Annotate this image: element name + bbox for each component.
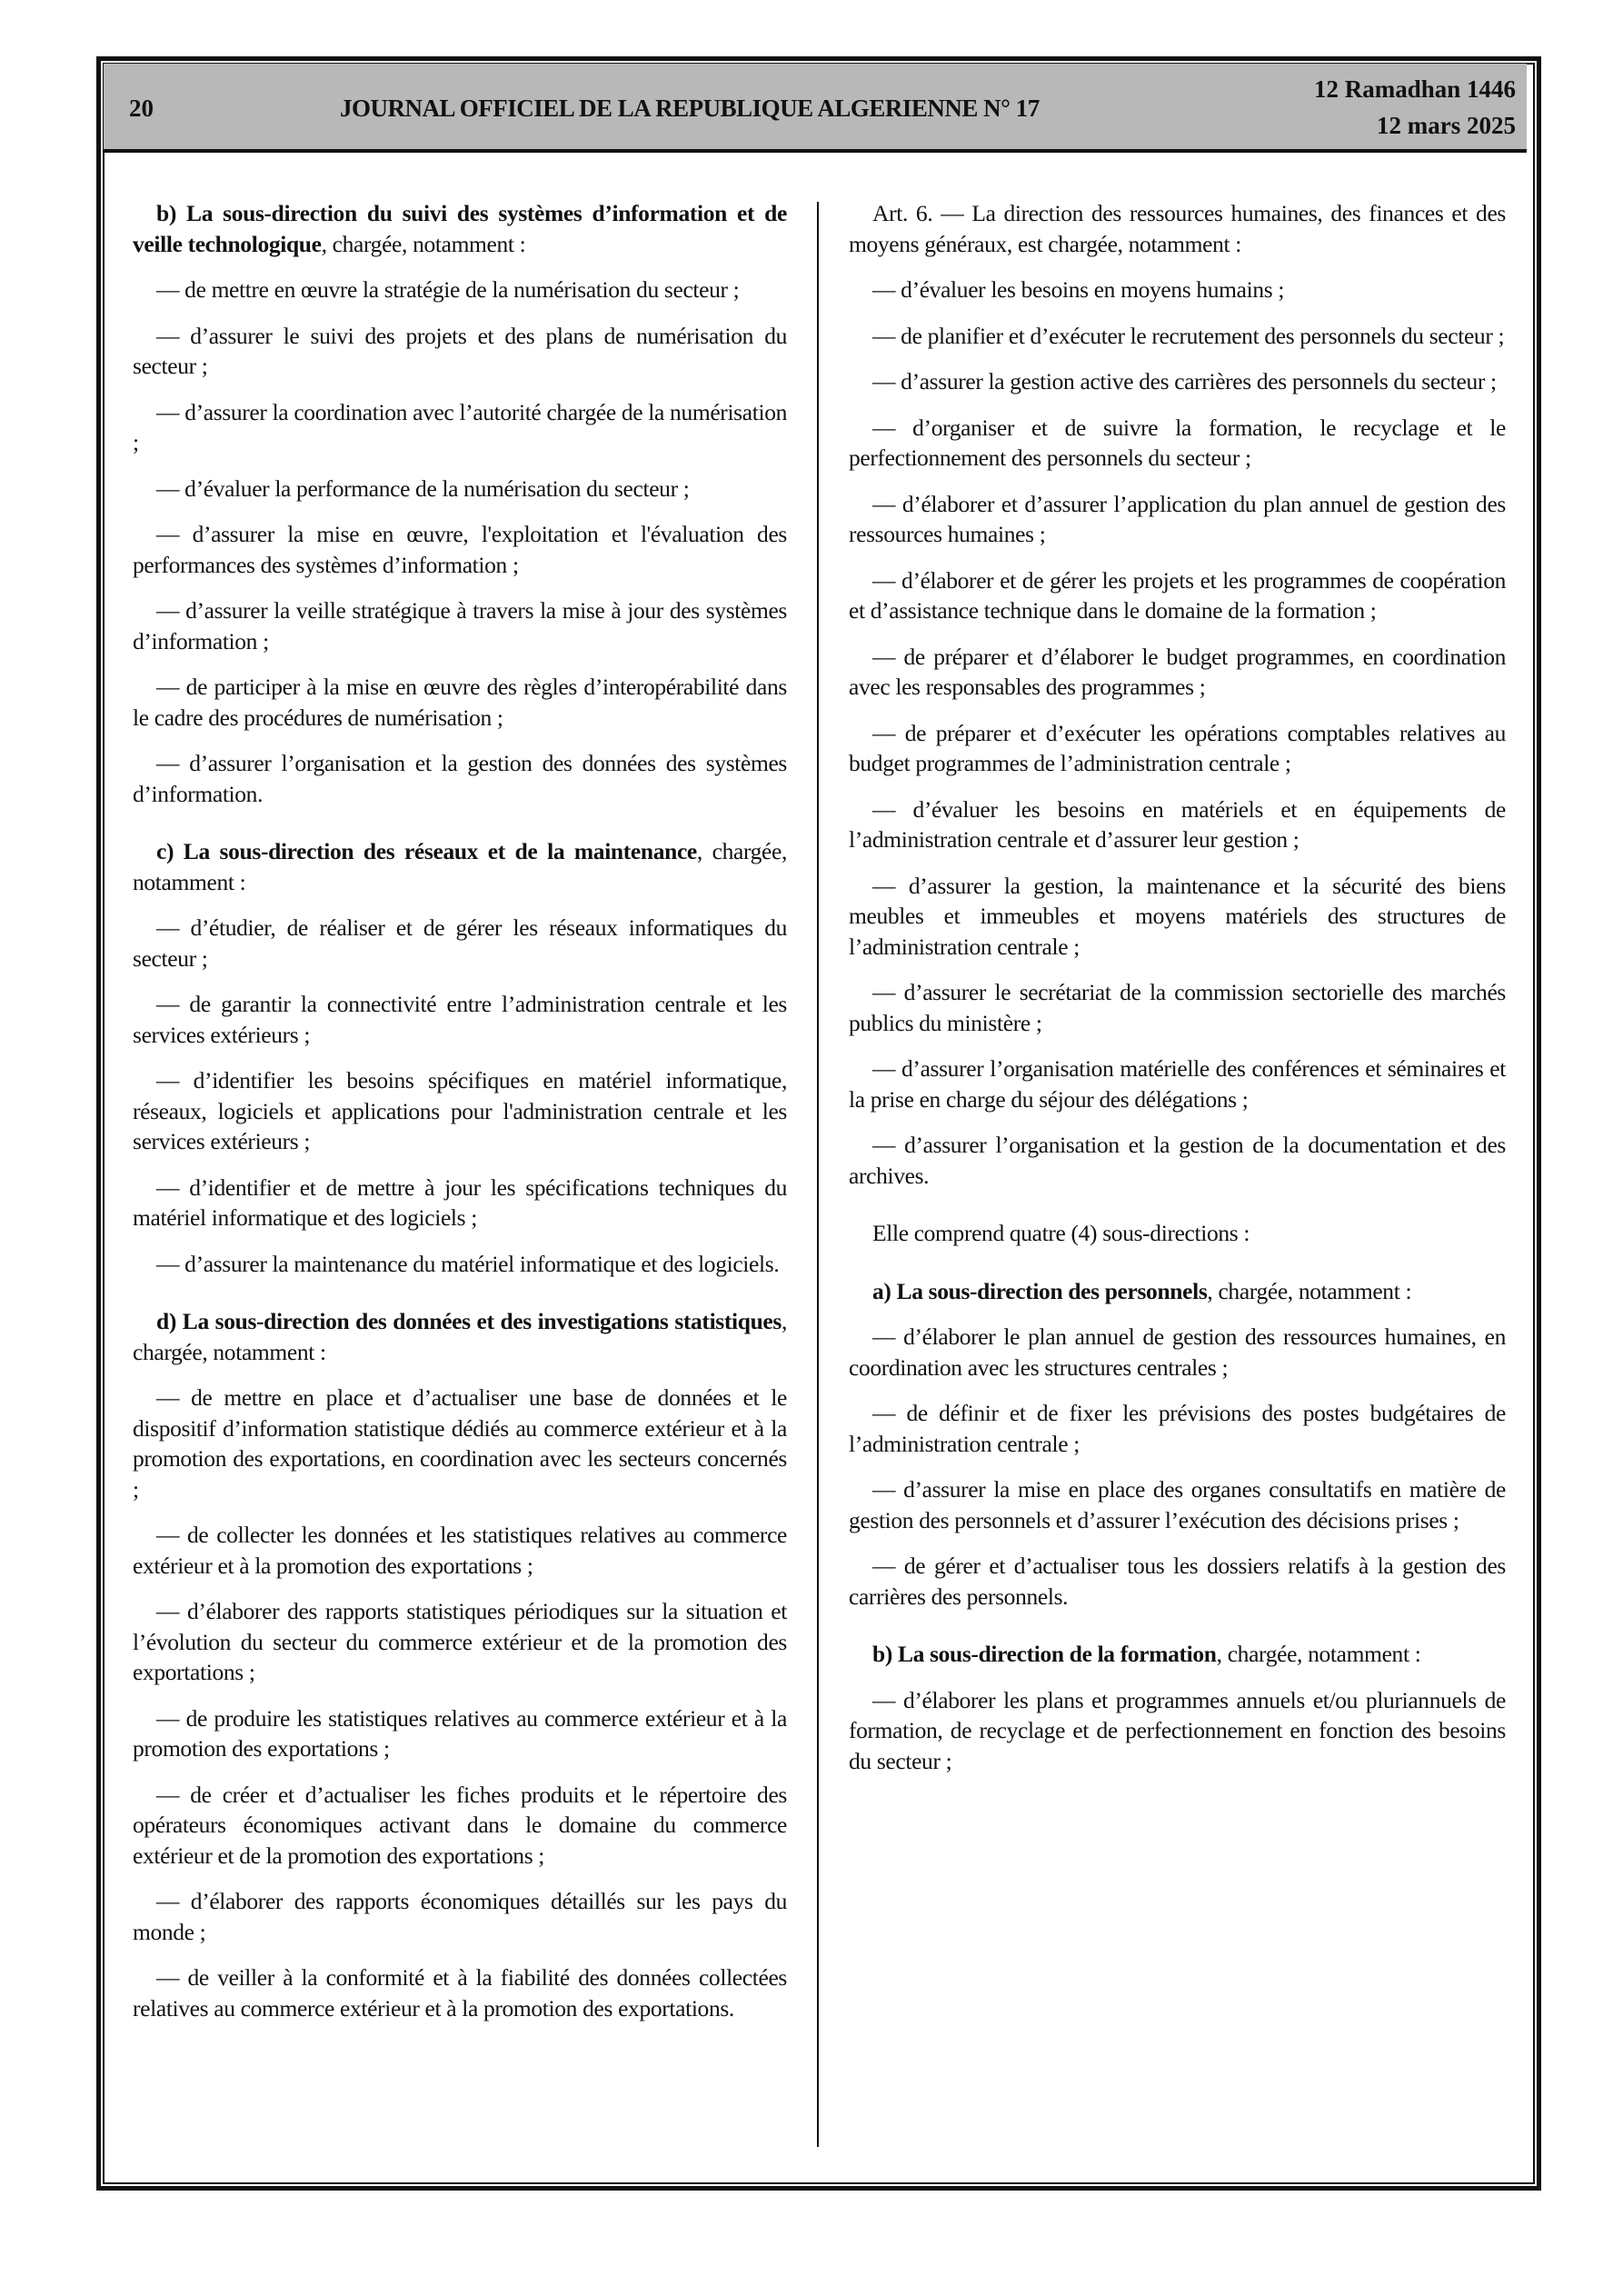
paragraph: — d’élaborer le plan annuel de gestion des ressources humaines, en coordination avec les structures centrales ;: [849, 1323, 1506, 1381]
paragraph: — de créer et d’actualiser les fiches produits et le répertoire des opérateurs économiques activant dans le domaine du commerce extérieur et de la promotion des exportations ;: [133, 1781, 787, 1869]
paragraph: — d’assurer l’organisation et la gestion de la documentation et des archives.: [849, 1132, 1506, 1189]
journal-title: JOURNAL OFFICIEL DE LA REPUBLIQUE ALGERIENNE N° 17: [340, 95, 1040, 122]
paragraph: — de planifier et d’exécuter le recrutement des personnels du secteur ;: [872, 322, 1505, 349]
paragraph: — d’assurer la mise en œuvre, l'exploitation et l'évaluation des performances des systèmes d’information ;: [133, 521, 787, 578]
heading-rest-text: , chargée, notamment :: [321, 230, 526, 257]
paragraph: — de garantir la connectivité entre l’administration centrale et les services extérieurs ;: [133, 991, 787, 1048]
paragraph: — de préparer et d’élaborer le budget programmes, en coordination avec les responsables des programmes ;: [849, 643, 1506, 700]
paragraph: — d’assurer la gestion active des carrières des personnels du secteur ;: [872, 368, 1497, 394]
section-heading: [133, 1306, 787, 1367]
paragraph: — d’élaborer des rapports économiques détaillés sur les pays du monde ;: [133, 1888, 787, 1945]
paragraph: — d’élaborer les plans et programmes annuels et/ou pluriannuels de formation, de recyclage et de perfectionnement en fonction des besoins du secteur ;: [849, 1686, 1506, 1774]
heading-rest-text: , chargée, notamment :: [1207, 1277, 1412, 1304]
paragraph: — de produire les statistiques relatives au commerce extérieur et à la promotion des exportations ;: [133, 1704, 787, 1762]
paragraph: — d’identifier les besoins spécifiques en matériel informatique, réseaux, logiciels et applications pour l'administration centrale et les services extérieurs ;: [133, 1067, 787, 1154]
page-number: 20: [129, 95, 154, 122]
right-column: [849, 198, 1506, 1792]
paragraph: Elle comprend quatre (4) sous-directions :: [872, 1220, 1250, 1246]
paragraph: — de gérer et d’actualiser tous les dossiers relatifs à la gestion des carrières des personnels.: [849, 1552, 1506, 1610]
section-heading: [133, 836, 787, 897]
left-column: [133, 198, 787, 2039]
paragraph: — de mettre en œuvre la stratégie de la numérisation du secteur ;: [156, 276, 740, 303]
paragraph: — d’élaborer et de gérer les projets et les programmes de coopération et d’assistance technique dans le domaine de la formation ;: [849, 566, 1506, 624]
issue-date: [1314, 71, 1516, 144]
paragraph: — d’évaluer les besoins en moyens humains ;: [872, 276, 1285, 303]
date-hijri: 12 Ramadhan 1446: [1313, 75, 1516, 103]
paragraph: — de participer à la mise en œuvre des règles d’interopérabilité dans le cadre des procédures de numérisation ;: [133, 674, 787, 731]
paragraph: — de préparer et d’exécuter les opérations comptables relatives au budget programmes de l’administration centrale ;: [849, 719, 1506, 776]
heading-bold-text: b) La sous-direction de la formation: [872, 1641, 1217, 1667]
heading-bold-text: a) La sous-direction des personnels: [872, 1277, 1208, 1304]
paragraph: Art. 6. — La direction des ressources humaines, des finances et des moyens généraux, est chargée, notamment :: [849, 200, 1506, 257]
section-heading: [849, 1276, 1506, 1307]
journal-header: [104, 64, 1527, 153]
paragraph: — d’assurer l’organisation matérielle des conférences et séminaires et la prise en charge du séjour des délégations ;: [849, 1055, 1506, 1113]
paragraph: — d’assurer la mise en place des organes consultatifs en matière de gestion des personnels et d’assurer l’exécution des décisions prises ;: [849, 1476, 1506, 1533]
paragraph: — de mettre en place et d’actualiser une base de données et le dispositif d’information statistique dédiés au commerce extérieur et à la promotion des exportations, en coordination avec les secteurs concernés ;: [133, 1384, 787, 1502]
paragraph: — d’assurer l’organisation et la gestion des données des systèmes d’information.: [133, 750, 787, 807]
heading-rest-text: , chargée, notamment :: [1216, 1641, 1421, 1667]
paragraph: — d’étudier, de réaliser et de gérer les réseaux informatiques du secteur ;: [133, 914, 787, 972]
paragraph: — d’assurer la maintenance du matériel informatique et des logiciels.: [156, 1250, 780, 1277]
paragraph: — d’élaborer des rapports statistiques périodiques sur la situation et l’évolution du secteur du commerce extérieur et de la promotion des exportations ;: [133, 1598, 787, 1685]
paragraph: — de veiller à la conformité et à la fiabilité des données collectées relatives au commerce extérieur et à la promotion des exportations.: [133, 1964, 787, 2021]
paragraph: — d’évaluer la performance de la numérisation du secteur ;: [156, 474, 690, 502]
heading-rest-text: , chargée, notamment :: [133, 838, 787, 895]
heading-rest-text: , chargée, notamment :: [133, 1308, 787, 1365]
paragraph: — d’assurer la coordination avec l’autorité chargée de la numérisation ;: [133, 398, 787, 455]
paragraph: — de définir et de fixer les prévisions des postes budgétaires de l’administration centrale ;: [849, 1400, 1506, 1457]
paragraph: — d’assurer le secrétariat de la commission sectorielle des marchés publics du ministère ;: [849, 979, 1506, 1036]
heading-bold-text: d) La sous-direction des données et des investigations statistiques: [156, 1308, 782, 1334]
section-heading: [133, 198, 787, 259]
date-gregorian: 12 mars 2025: [1377, 112, 1516, 139]
paragraph: — d’organiser et de suivre la formation, le recyclage et le perfectionnement des personnels du secteur ;: [849, 414, 1506, 471]
paragraph: — d’élaborer et d’assurer l’application du plan annuel de gestion des ressources humaines ;: [849, 490, 1506, 547]
heading-bold-text: b) La sous-direction du suivi des systèmes d’information et de veille technologique: [133, 200, 787, 257]
column-divider: [817, 202, 819, 2147]
paragraph: — d’assurer la veille stratégique à travers la mise à jour des systèmes d’information ;: [133, 597, 787, 654]
paragraph: — d’identifier et de mettre à jour les spécifications techniques du matériel informatique et des logiciels ;: [133, 1173, 787, 1231]
heading-bold-text: c) La sous-direction des réseaux et de la maintenance: [156, 838, 697, 864]
section-heading: [849, 1639, 1506, 1670]
paragraph: — d’évaluer les besoins en matériels et en équipements de l’administration centrale et d’assurer leur gestion ;: [849, 795, 1506, 853]
paragraph: — d’assurer la gestion, la maintenance et la sécurité des biens meubles et immeubles et moyens matériels des structures de l’administration centrale ;: [849, 872, 1506, 960]
paragraph: — de collecter les données et les statistiques relatives au commerce extérieur et à la promotion des exportations ;: [133, 1522, 787, 1579]
paragraph: — d’assurer le suivi des projets et des plans de numérisation du secteur ;: [133, 322, 787, 379]
